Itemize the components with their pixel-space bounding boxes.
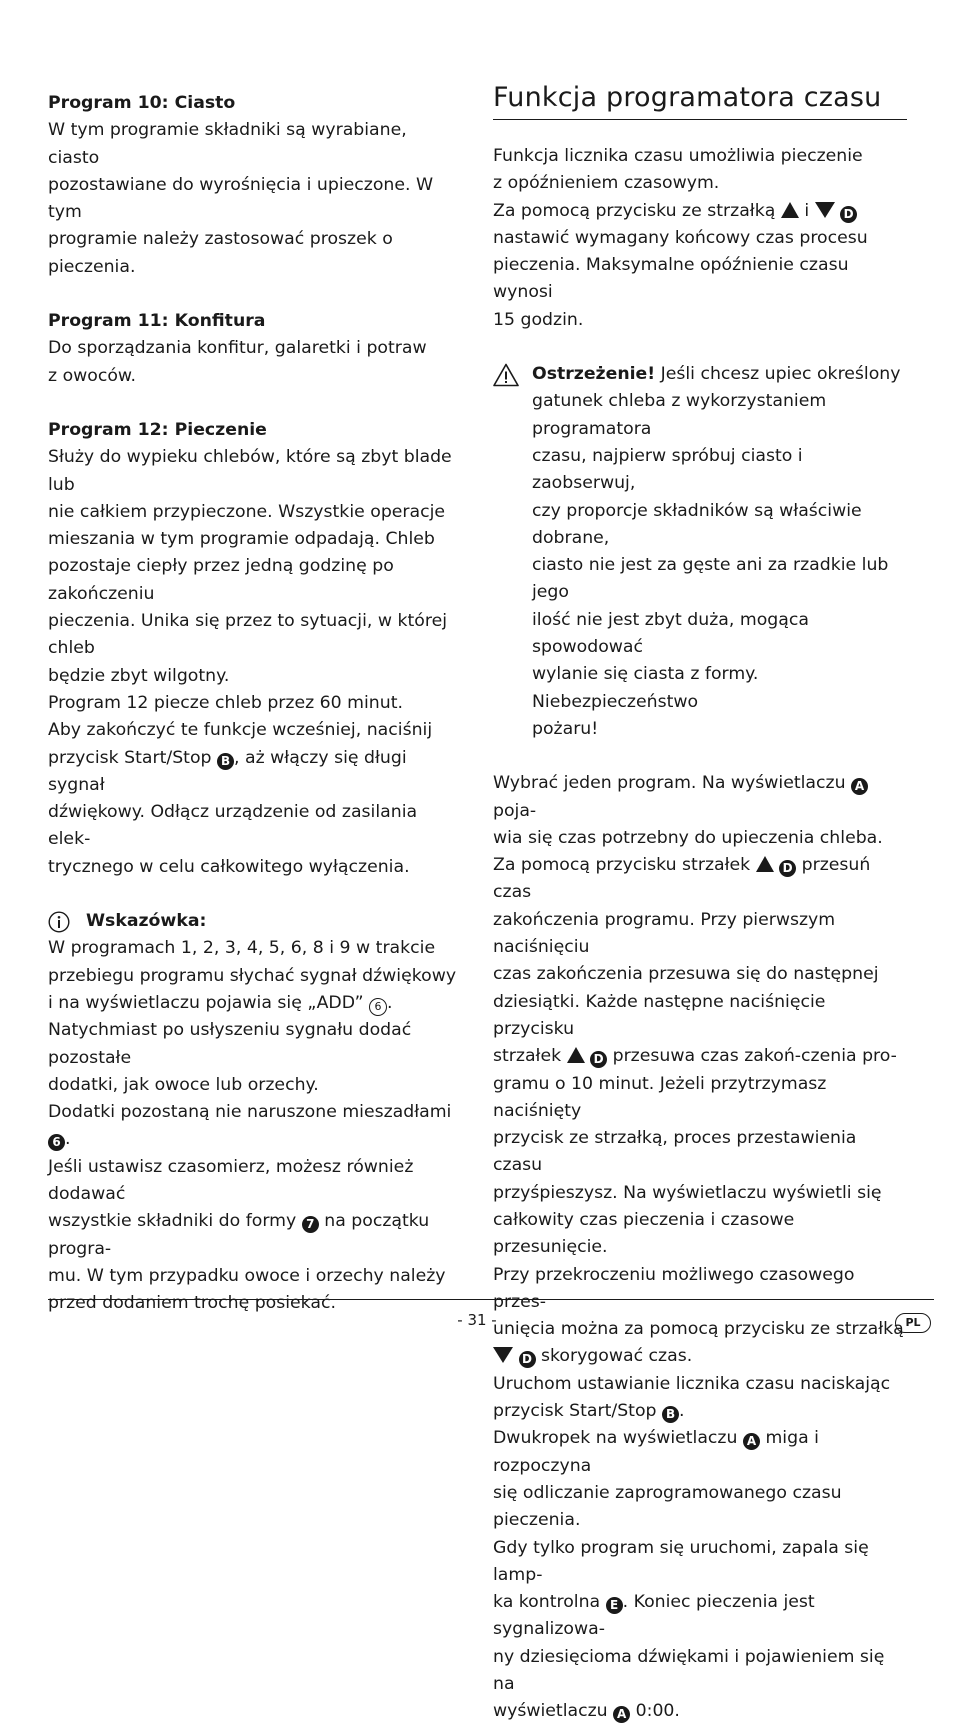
text-line: się odliczanie zaprogramowanego czasu pieczenia. <box>493 1482 842 1531</box>
text-line: Do sporządzania konfitur, galaretki i potraw <box>48 338 427 359</box>
heading-rule <box>493 119 907 120</box>
text-line: przycisk Start/Stop B . <box>493 1401 685 1422</box>
text-line: Za pomocą przycisku ze strzałką i D <box>493 198 907 225</box>
text-line: przycisk ze strzałką, proces przestawienia czasu <box>493 1128 857 1176</box>
text-line: Jeśli ustawisz czasomierz, możesz również dodawać <box>48 1156 414 1204</box>
text-line: czasu, najpierw spróbuj ciasto i zaobserwuj, <box>532 445 803 494</box>
text-line: przyśpieszysz. Na wyświetlaczu wyświetli się <box>493 1182 882 1203</box>
info-icon <box>48 911 70 933</box>
language-badge: PL <box>895 1313 931 1333</box>
text-line: gramu o 10 minut. Jeżeli przytrzymasz naciśnięty <box>493 1073 827 1121</box>
text-line: ciasto nie jest za gęste ani za rzadkie lub jego <box>532 555 889 603</box>
text-line: mu. W tym przypadku owoce i orzechy należy <box>48 1265 446 1286</box>
text-line: pozostaje ciepły przez jedną godzinę po zakończeniu <box>48 556 394 604</box>
text-line: Ostrzeżenie! Jeśli chcesz upiec określony <box>532 364 901 385</box>
text-line: nie całkiem przypieczone. Wszystkie operacje <box>48 501 446 522</box>
section-heading: Funkcja programatora czasu <box>493 82 882 113</box>
text-line: D skorygować czas. <box>493 1343 907 1370</box>
text-line: zakończenia programu. Przy pierwszym naciśnięciu <box>493 909 836 958</box>
right-column <box>493 81 907 1726</box>
text-line: wia się czas potrzebny do upieczenia chleba. <box>493 827 883 848</box>
marker-d: D <box>590 1051 607 1068</box>
text-line: programie należy zastosować proszek o pieczenia. <box>48 229 393 277</box>
warning-block <box>493 361 907 743</box>
program-10-title: Program 10: Ciasto <box>48 93 236 113</box>
text-line: Program 12 piecze chleb przez 60 minut. <box>48 692 403 713</box>
text-line: dziesiątki. Każde następne naciśnięcie przycisku <box>493 991 826 1039</box>
warning-icon <box>493 363 519 387</box>
text-line: przebiegu programu słychać sygnał dźwiękowy <box>48 965 457 986</box>
arrow-down-icon <box>815 202 835 218</box>
page-number: - 31 - <box>457 1311 497 1329</box>
text-line: unięcia można za pomocą przycisku ze strzałką <box>493 1319 904 1340</box>
text-line: przycisk Start/Stop B , aż włączy się długi sygnał <box>48 747 407 795</box>
marker-6: 6 <box>48 1134 65 1151</box>
text-line: Dwukropek na wyświetlaczu A miga i rozpoczyna <box>493 1428 819 1476</box>
marker-d: D <box>519 1351 536 1368</box>
program-11-title: Program 11: Konfitura <box>48 311 266 332</box>
marker-b: B <box>217 753 234 770</box>
text-line: ilość nie jest zbyt duża, mogąca spowodować <box>532 609 809 658</box>
program-12-title: Program 12: Pieczenie <box>48 419 267 440</box>
text-line: 15 godzin. <box>493 309 584 330</box>
text-line: Gdy tylko program się uruchomi, zapala się lamp- <box>493 1537 869 1585</box>
marker-a: A <box>613 1706 630 1723</box>
text-line: wszystkie składniki do formy 7 na początku progra- <box>48 1211 430 1259</box>
text-line: Służy do wypieku chlebów, które są zbyt blade lub <box>48 447 452 495</box>
hint-heading <box>48 908 460 935</box>
text-line: pozostawiane do wyrośnięcia i upieczone. W tym <box>48 174 434 223</box>
text-line: wyświetlaczu A 0:00. <box>493 1701 680 1722</box>
text-line: Uruchom ustawianie licznika czasu naciskając <box>493 1373 891 1394</box>
marker-7: 7 <box>302 1216 319 1233</box>
arrow-up-icon <box>781 202 799 218</box>
marker-a: A <box>743 1433 760 1450</box>
text-line: i na wyświetlaczu pojawia się „ADD” 6 . <box>48 990 460 1017</box>
text-line: Wybrać jeden program. Na wyświetlaczu A poja- <box>493 770 907 825</box>
text-line: ka kontrolna E . Koniec pieczenia jest sygnalizowa- <box>493 1592 815 1640</box>
arrow-up-icon <box>756 856 774 872</box>
text-line: całkowity czas pieczenia i czasowe przesunięcie. <box>493 1209 795 1258</box>
marker-e: E <box>606 1597 623 1614</box>
text-line: pieczenia. Unika się przez to sytuacji, w której chleb <box>48 611 448 659</box>
text-line: czy proporcje składników są właściwie dobrane, <box>532 500 862 548</box>
hint-title: Wskazówka: <box>86 911 207 932</box>
text-line: wylanie się ciasta z formy. Niebezpieczeństwo <box>532 664 759 712</box>
text-line: dodatki, jak owoce lub orzechy. <box>48 1074 319 1095</box>
text-line: W tym programie składniki są wyrabiane, ciasto <box>48 120 407 168</box>
arrow-up-icon <box>567 1047 585 1063</box>
footer-rule <box>48 1299 934 1300</box>
arrow-down-icon <box>493 1347 513 1363</box>
text-line: Za pomocą przycisku strzałek D przesuń czas <box>493 855 871 903</box>
text-line: mieszania w tym programie odpadają. Chleb <box>48 529 435 550</box>
text-line: ny dziesięcioma dźwiękami i pojawieniem się na <box>493 1646 885 1695</box>
text-line: Natychmiast po usłyszeniu sygnału dodać pozostałe <box>48 1020 412 1068</box>
marker-d: D <box>840 206 857 223</box>
text-line: czas zakończenia przesuwa się do następnej <box>493 964 879 985</box>
text-line: nastawić wymagany końcowy czas procesu <box>493 227 868 248</box>
text-line: Funkcja licznika czasu umożliwia pieczenie <box>493 146 863 166</box>
text-line: Przy przekroczeniu możliwego czasowego przes- <box>493 1264 855 1312</box>
text-line: pożaru! <box>532 718 599 739</box>
text-line: W programach 1, 2, 3, 4, 5, 6, 8 i 9 w trakcie <box>48 938 436 959</box>
left-column <box>48 90 460 1317</box>
text-line: będzie zbyt wilgotny. <box>48 665 230 686</box>
text-line: z owoców. <box>48 365 136 386</box>
text-line: Dodatki pozostaną nie naruszone mieszadłami 6 . <box>48 1102 452 1150</box>
marker-a: A <box>851 778 868 795</box>
text-line: Aby zakończyć te funkcje wcześniej, naciśnij <box>48 720 433 741</box>
text-line: pieczenia. Maksymalne opóźnienie czasu wynosi <box>493 255 849 303</box>
marker-b: B <box>662 1406 679 1423</box>
warning-title: Ostrzeżenie! <box>532 364 656 385</box>
text-line: przed dodaniem trochę posiekać. <box>48 1293 336 1314</box>
text-line: strzałek D przesuwa czas zakoń-czenia pro- <box>493 1046 897 1067</box>
text-line: z opóźnieniem czasowym. <box>493 173 720 194</box>
marker-6-outline: 6 <box>369 998 387 1016</box>
text-line: dźwiękowy. Odłącz urządzenie od zasilania elek- <box>48 802 418 850</box>
text-line: gatunek chleba z wykorzystaniem programatora <box>532 391 827 439</box>
marker-d: D <box>779 860 796 877</box>
text-line: trycznego w celu całkowitego wyłączenia. <box>48 856 410 877</box>
